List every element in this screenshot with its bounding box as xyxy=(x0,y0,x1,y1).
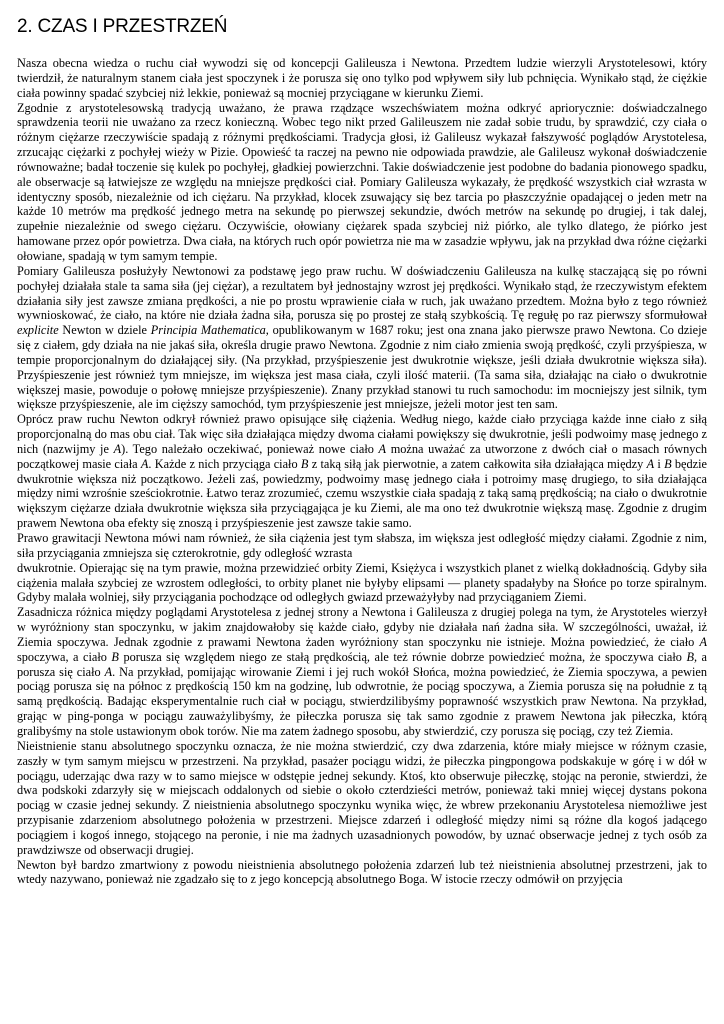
book-title: Principia Mathematica, xyxy=(150,323,269,338)
text-run: ). Tego należało oczekiwać, ponieważ nowe ciało xyxy=(121,441,379,456)
text-run: Nasza obecna wiedza o ruchu ciał wywodzi się od koncepcji Galileusza i Newtona. Przedtem ludzie wierzyli Arystotelesowi, który twierdził, że naturalnym stanem ciała jest spoczynek i że porusza się ono tylko pod wpływem siły lub pchnięcia. Wynikało stąd, że ciężkie ciała powinny spadać szybciej niż lekkie, ponieważ są mocniej przyciągane w kierunku Ziemi. xyxy=(17,56,707,100)
text-run: spoczywa, a ciało xyxy=(17,649,112,664)
text-run: dwukrotnie. Opierając się na tym prawie, można przewidzieć orbity Ziemi, Księżyca i wszystkich planet z wielką dokładnością. Gdyby siła ciążenia malała szybciej ze wzrostem odległości, to orbity planet nie byłyby elipsami — planety spadałyby na Słońce po torze spiralnym. Gdyby malała wolniej, siły przyciągania pochodzące od odległych gwiazd przeważyłyby nad przyciąganiem Ziemi. xyxy=(17,560,707,605)
italic-var: A xyxy=(699,634,707,649)
text-run: Zgodnie z arystotelesowską tradycją uważano, że prawa rządzące wszechświatem można odkryć apriorycznie: doświadczalnego sprawdzenia teorii nie uważano za rzecz konieczną. Wobec tego nikt przed Galileuszem nie zadał sobie trudu, by sprawdzić, czy ciała o różnym ciężarze rzeczywiście spadają z różnymi prędkościami. Tradycja głosi, iż Galileusz wykazał fałszywość poglądów Arystotelesa, zrzucając ciężarki z pochyłej wieży w Pizie. Opowieść ta raczej na pewno nie odpowiada prawdzie, ale Galileusz wykonał doświadczenie równoważne; badał toczenie się kulek po pochyłej, gładkiej powierzchni. Takie doświadczenie jest podobne do badania pionowego spadku, ale obserwacje są łatwiejsze ze względu na mniejsze prędkości ciał. Pomiary Galileusza wykazały, że prędkość wszystkich ciał wzrasta w identyczny sposób, niezależnie od ich ciężaru. Na przykład, klocek zsuwający się bez tarcia po płaszczyźnie opadającej o jeden metr na każde 10 metrów ma prędkość jednego metra na sekundę po pierwszej sekundzie, dwóch metrów na sekundę po drugiej, i tak dalej, zupełnie niezależnie od swego ciężaru. Oczywiście, ołowiany ciężarek spada szybciej niż piórko, ale tylko dlatego, że piórko jest hamowane przez opór powietrza. Dwa ciała, na których ruch opór powietrza nie ma w zasadzie wpływu, jak na przykład dwa różne ciężarki ołowiane, spadają w tym samym tempie. xyxy=(17,100,707,263)
italic-var: B xyxy=(300,456,309,471)
text-run: Newton był bardzo zmartwiony z powodu nieistnienia absolutnego położenia zdarzeń lub też nieistnienia absolutnej przestrzeni, jak to wtedy nazywano, ponieważ nie zgadzało się to z jego koncepcją absolutnego Boga. W istocie rzeczy odmówił on przyjęcia xyxy=(17,857,707,887)
text-run: i xyxy=(654,456,665,471)
italic-term: explicite xyxy=(17,323,59,338)
italic-var: A xyxy=(104,664,113,679)
text-run: Prawo grawitacji Newtona mówi nam również, że siła ciążenia jest tym słabsza, im większa jest odległość między ciałami. Zgodnie z nim, siła przyciągania zmniejsza się czterokrotnie, gdy odległość wzrasta xyxy=(17,531,707,560)
italic-var: B, xyxy=(686,649,698,664)
paragraph-4 xyxy=(17,412,707,531)
paragraph-3 xyxy=(17,264,707,412)
italic-var: B xyxy=(111,649,119,664)
paragraph-9 xyxy=(17,858,707,888)
text-run: będzie dwukrotnie większa niż początkowo. Jeżeli zaś, powiedzmy, podwoimy masę jednego ciała i potroimy masę drugiego, to siła działająca między nimi wzrośnie sześciokrotnie. Łatwo teraz zrozumieć, czemu wszystkie ciała spadają z taką samą prędkością; na ciało o dwukrotnie większym ciężarze działa dwukrotnie większa siła przyciągająca je ku Ziemi, ale ma ono też dwukrotnie większą masę. Zgodnie z drugim prawem Newtona oba efekty się znoszą i przyśpieszenie jest zawsze takie samo. xyxy=(17,456,707,531)
paragraph-2 xyxy=(17,101,707,264)
italic-var: A xyxy=(140,456,149,471)
text-run: Pomiary Galileusza posłużyły Newtonowi za podstawę jego praw ruchu. W doświadczeniu Galileusza na kulkę staczającą się po równi pochyłej działała stale ta sama siła (jej ciężar), a rezultatem był jednostajny wzrost jej prędkości. Wynikało stąd, że rzeczywistym efektem działania siły jest zawsze zmiana prędkości, a nie po prostu wprawienie ciała w ruch, jak uważano przedtem. Można było z tego również wywnioskować, że ciało, na które nie działa żadna siła, porusza się po prostej ze stałą szybkością. Tę regułę po raz pierwszy sformułował xyxy=(17,263,707,323)
text-run: można uważać za utworzone z dwóch ciał o masach równych początkowej masie ciała xyxy=(17,441,707,471)
italic-var: A xyxy=(113,441,122,456)
paragraph-7 xyxy=(17,605,707,739)
text-run: z taką siłą jak pierwotnie, a zatem całkowita siła działająca między xyxy=(308,456,647,471)
italic-var: A xyxy=(646,456,655,471)
text-run: Zasadnicza różnica między poglądami Arystotelesa z jednej strony a Newtona i Galileusza z drugiej polega na tym, że Arystoteles wierzył w wyróżniony stan spoczynku, w jakim znajdowałoby się każde ciało, gdyby nie działała nań żadna siła. W szczególności, uważał, iż Ziemia spoczywa. Jednak zgodnie z prawami Newtona żaden wyróżniony stan spoczynku nie istnieje. Można powiedzieć, że ciało xyxy=(17,605,707,649)
text-run: porusza się względem niego ze stałą prędkością, ale też równie dobrze powiedzieć można, że spoczywa ciało xyxy=(118,649,687,664)
paragraph-8 xyxy=(17,739,707,858)
chapter-title: 2. CZAS I PRZESTRZEŃ xyxy=(17,16,228,37)
text-run: Oprócz praw ruchu Newton odkrył również prawo opisujące siłę ciążenia. Według niego, każde ciało przyciąga każde inne ciało z siłą proporcjonalną do mas obu ciał. Tak więc siła działająca między dwoma ciałami powiększy się dwukrotnie, jeśli podwoimy masę jednego z nich (nazwijmy je xyxy=(17,412,707,456)
text-run: opublikowanym w 1687 roku; jest ona znana jako pierwsze prawo Newtona. Co dzieje się z ciałem, gdy działa na nie jakaś siła, określa drugie prawo Newtona. Zgodnie z nim ciało zmienia swoją prędkość, czyli przyśpiesza, w tempie proporcjonalnym do działającej siły. (Na przykład, przyśpieszenie jest dwukrotnie większe, jeśli działa dwukrotnie większa siła). Przyśpieszenie jest również tym mniejsze, im większa jest masa ciała, czyli ilość materii. (Ta sama siła, działając na ciało o dwukrotnie większej masie, powoduje o połowę mniejsze przyśpieszenie). Znany przykład stanowi tu ruch samochodu: im mocniejszy jest silnik, tym większe przyśpieszenie, ale im cięższy samochód, tym przyśpieszenie jest mniejsze, jeżeli motor jest ten sam. xyxy=(17,323,708,412)
italic-var: B xyxy=(664,456,672,471)
body-text xyxy=(17,56,707,887)
text-run: a porusza się ciało xyxy=(17,649,707,679)
italic-var: A xyxy=(378,441,387,456)
text-run: Nieistnienie stanu absolutnego spoczynku oznacza, że nie można stwierdzić, czy dwa zdarzenia, które miały miejsce w różnym czasie, zaszły w tym samym miejscu w przestrzeni. Na przykład, pasażer pociągu widzi, że piłeczka pingpongowa podskakuje w górę i w dół w pociągu, uderzając dwa razy w to samo miejsce w odstępie jednej sekundy. Ktoś, kto obserwuje piłeczkę, stojąc na peronie, stwierdzi, że dwa podskoki zdarzyły się w miejscach oddalonych od siebie o około czterdzieści metrów, ponieważ taki mniej więcej dystans pokona pociąg w czasie jednej sekundy. Z nieistnienia absolutnego spoczynku wynika więc, że wbrew przekonaniu Arystotelesa niemożliwe jest przypisanie zdarzeniom absolutnego położenia w przestrzeni. Miejsce zdarzeń i odległość między nimi są różne dla kogoś jadącego pociągiem i kogoś innego, stojącego na peronie, i nie ma żadnych uzasadnionych powodów, by uznać obserwacje jednej z tych osób za prawdziwsze od obserwacji drugiej. xyxy=(17,738,707,857)
text-run: Newton w dziele xyxy=(58,323,151,338)
paragraph-6 xyxy=(17,561,707,606)
text-run: . Na przykład, pomijając wirowanie Ziemi i jej ruch wokół Słońca, można powiedzieć, że Ziemia spoczywa, a pewien pociąg porusza się na północ z prędkością 150 km na godzinę, lub odwrotnie, że pociąg spoczywa, a Ziemia porusza się na południe z tą samą prędkością. Badając eksperymentalnie ruch ciał w pociągu, stwierdzilibyśmy poprawność wszystkich praw Newtona. Na przykład, grając w ping-ponga w pociągu zauważylibyśmy, że piłeczka porusza się tak samo zgodnie z prawem Newtona jak piłeczka, którą gralibyśmy na stole ustawionym obok torów. Nie ma zatem żadnego sposobu, aby stwierdzić, czy porusza się pociąg, czy też Ziemia. xyxy=(17,664,707,738)
paragraph-5 xyxy=(17,531,707,561)
paragraph-1 xyxy=(17,56,707,101)
text-run: . Każde z nich przyciąga ciało xyxy=(148,456,301,471)
